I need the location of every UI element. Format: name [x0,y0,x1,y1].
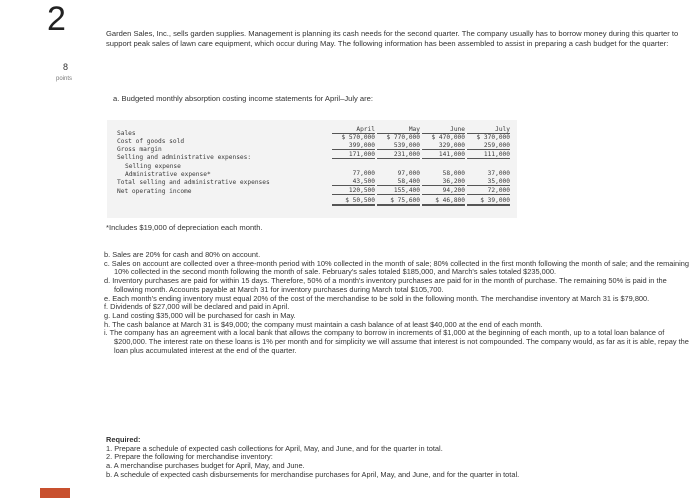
col-header-april: April [332,126,375,134]
cell-value: $ 39,000 [467,197,510,206]
list-item: b. Sales are 20% for cash and 80% on account. [104,250,261,259]
cell-value: 111,000 [467,151,510,159]
row-label: Selling expense [125,163,181,170]
cell-value: 141,000 [422,151,465,159]
required-title: Required: [106,435,141,444]
depreciation-footnote: *Includes $19,000 of depreciation each month. [106,223,263,232]
cell-value: $ 50,500 [332,197,375,206]
row-label: Net operating income [117,188,192,195]
cell-value: 94,200 [422,187,465,195]
list-item: d. Inventory purchases are paid for within 15 days. Therefore, 50% of a month's inventory purchases are paid for in the month of purchase. The remaining 50% is paid in the following month. Accounts payable at March 31 for inventory purchases during March total $105,700. [104,276,667,294]
list-item: f. Dividends of $27,000 will be declared and paid in April. [104,302,290,312]
cell-value: 539,000 [377,142,420,150]
list-item: g. Land costing $35,000 will be purchased for cash in May. [104,310,296,320]
col-header-june: June [422,126,465,134]
cell-value: 72,000 [467,187,510,195]
footer-badge [40,488,70,498]
cell-value: 35,000 [467,178,510,186]
cell-value: 399,000 [332,142,375,150]
list-item: c. Sales on account are collected over a three-month period with 10% collected in the month of sale; 80% collected in the first month following the month of sale; and the remaining 10% collected in the second month following the month of sale. February's sales totaled $185,000, and March's sales totaled $235,000. [104,258,690,277]
col-header-july: July [467,126,510,134]
required-item: b. A schedule of expected cash disbursements for merchandise purchases for April, May, and June, and for the quarter in total. [106,469,520,479]
cell-value: 329,000 [422,142,465,150]
row-label: Sales [117,130,136,137]
problem-intro: Garden Sales, Inc., sells garden supplies. Management is planning its cash needs for the second quarter. The company usually has to borrow money during this quarter to support peak sales of lawn care equipment, which occur during May. The following information has been assembled to assist in preparing a cash budget for the quarter: [106,29,679,48]
question-number: 2 [47,0,66,38]
cell-value: 97,000 [397,170,420,177]
list-item: i. The company has an agreement with a local bank that allows the company to borrow in increments of $1,000 at the beginning of each month, up to a total loan balance of $200,000. The interest rate on these loans is 1% per month and for simplicity we will assume that interest is not compounded. The company would, as far as it is able, repay the loan plus accumulated interest at the end of the quarter. [104,328,689,355]
col-header-may: May [377,126,420,134]
list-item: e. Each month's ending inventory must equal 20% of the cost of the merchandise to be sold in the following month. The merchandise inventory at March 31 is $79,800. [104,293,650,303]
row-label: Selling and administrative expenses: [117,154,252,161]
cell-value: 36,200 [422,178,465,186]
row-label: Administrative expense* [125,171,211,178]
list-item: h. The cash balance at March 31 is $49,000; the company must maintain a cash balance of at least $40,000 at the end of each month. [104,319,543,329]
cell-value: 155,400 [377,187,420,195]
cell-value: $ 570,000 [341,134,375,141]
cell-value: 43,500 [332,178,375,186]
item-a: a. Budgeted monthly absorption costing income statements for April–July are: [113,94,374,103]
cell-value: $ 46,800 [422,197,465,206]
cell-value: 231,000 [377,151,420,159]
cell-value: $ 370,000 [476,134,510,141]
cell-value: 120,500 [332,187,375,195]
cell-value: 58,000 [442,170,465,177]
assumption-list [104,251,694,355]
points-value: 8 [63,62,69,72]
cell-value: 37,000 [487,170,510,177]
points-label: points [56,76,73,82]
cell-value: $ 75,600 [377,197,420,206]
cell-value: 171,000 [332,151,375,159]
required-item: a. A merchandise purchases budget for April, May, and June. [106,461,305,471]
cell-value: 58,400 [377,178,420,186]
row-label: Total selling and administrative expenses [117,179,270,186]
row-label: Gross margin [117,146,162,153]
required-item: 2. Prepare the following for merchandise inventory: [106,452,273,462]
cell-value: 259,000 [467,142,510,150]
required-item: 1. Prepare a schedule of expected cash collections for April, May, and June, and for the quarter in total. [106,443,443,453]
required-section [106,436,696,480]
cell-value: $ 470,000 [431,134,465,141]
cell-value: 77,000 [352,170,375,177]
cell-value: $ 770,000 [386,134,420,141]
row-label: Cost of goods sold [117,138,185,145]
income-statement-table [107,120,517,218]
